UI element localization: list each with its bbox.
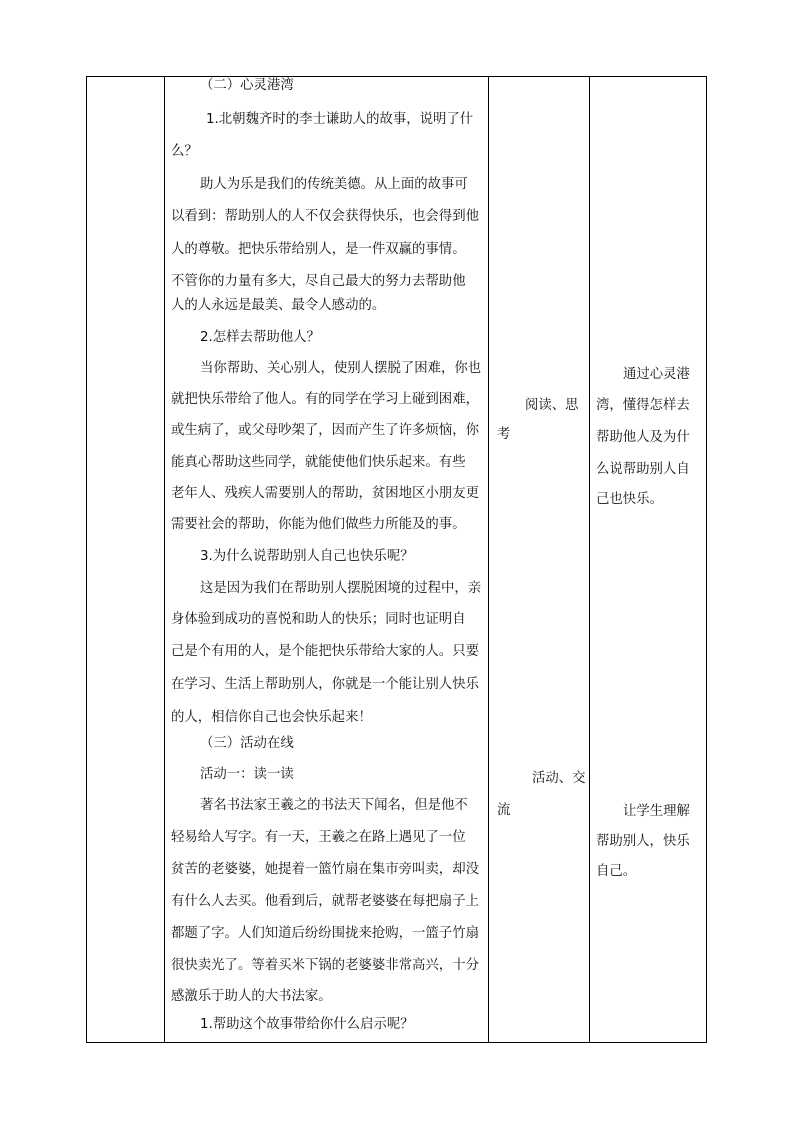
- intent-text: 帮助别人，快乐: [596, 834, 690, 849]
- paragraph-line: 就把快乐带给了他人。有的同学在学习上碰到困难，: [171, 392, 479, 407]
- column-divider-1: [164, 76, 165, 1043]
- paragraph-line: 这是因为我们在帮助别人摆脱困境的过程中，亲: [200, 581, 482, 596]
- intent-text: 么说帮助别人自: [596, 462, 690, 477]
- paragraph-line: 能真心帮助这些同学，就能使他们快乐起来。有些: [171, 455, 466, 470]
- question-line: 2.怎样去帮助他人？: [200, 330, 320, 345]
- activity-text: 阅读、思: [525, 398, 579, 413]
- section-heading: （二）心灵港湾: [200, 78, 294, 93]
- section-heading: （三）活动在线: [200, 736, 294, 751]
- paragraph-line: 轻易给人写字。有一天，王羲之在路上遇见了一位: [171, 830, 466, 845]
- table-left-border: [86, 76, 87, 1043]
- activity-text: 流: [497, 803, 511, 818]
- intent-text: 湾，懂得怎样去: [596, 398, 690, 413]
- paragraph-line: 有什么人去买。他看到后，就帮老婆婆在每把扇子上: [171, 894, 479, 909]
- intent-text: 己也快乐。: [596, 492, 663, 507]
- paragraph-line: 己是个有用的人，是个能把快乐带给大家的人。只要: [171, 644, 479, 659]
- question-line: 么？: [171, 144, 198, 159]
- paragraph-line: 都题了字。人们知道后纷纷围拢来抢购，一篮子竹扇: [171, 926, 479, 941]
- column-divider-3: [589, 76, 590, 1043]
- intent-text: 自己。: [596, 864, 637, 879]
- paragraph-line: 著名书法家王羲之的书法天下闻名，但是他不: [200, 798, 468, 813]
- paragraph-line: 人的人永远是最美、最令人感动的。: [171, 298, 386, 313]
- question-line: 3.为什么说帮助别人自己也快乐呢？: [200, 549, 414, 564]
- intent-text: 帮助他人及为什: [596, 430, 690, 445]
- paragraph-line: 或生病了，或父母吵架了，因而产生了许多烦恼，你: [171, 423, 479, 438]
- question-line: 1.帮助这个故事带给你什么启示呢？: [200, 1017, 414, 1032]
- paragraph-line: 贫苦的老婆婆，她提着一篮竹扇在集市旁叫卖，却没: [171, 862, 479, 877]
- lesson-content-column: [171, 76, 485, 1043]
- paragraph-line: 当你帮助、关心别人，使别人摆脱了困难，你也: [200, 361, 482, 376]
- column-divider-2: [488, 76, 489, 1043]
- activity-text: 考: [497, 427, 511, 442]
- paragraph-line: 身体验到成功的喜悦和助人的快乐；同时也证明自: [171, 612, 466, 627]
- intent-text: 通过心灵港: [623, 367, 690, 382]
- paragraph-line: 感激乐于助人的大书法家。: [171, 989, 332, 1004]
- paragraph-line: 老年人、残疾人需要别人的帮助，贫困地区小朋友更: [171, 486, 479, 501]
- activity-text: 活动、交: [532, 771, 586, 786]
- paragraph-line: 很快卖光了。等着买米下锅的老婆婆非常高兴，十分: [171, 958, 479, 973]
- intent-text: 让学生理解: [623, 804, 690, 819]
- paragraph-line: 的人，相信你自己也会快乐起来！: [171, 710, 372, 725]
- table-right-border: [706, 76, 707, 1043]
- paragraph-line: 人的尊敬。把快乐带给别人，是一件双赢的事情。: [171, 242, 466, 257]
- design-intent-column: [595, 76, 703, 1043]
- activity-heading: 活动一：读一读: [200, 767, 294, 782]
- paragraph-line: 助人为乐是我们的传统美德。从上面的故事可: [200, 177, 468, 192]
- question-line: 1.北朝魏齐时的李士谦助人的故事，说明了什: [206, 112, 474, 127]
- paragraph-line: 不管你的力量有多大，尽自己最大的努力去帮助他: [171, 274, 466, 289]
- paragraph-line: 需要社会的帮助，你能为他们做些力所能及的事。: [171, 517, 466, 532]
- student-activity-column: [494, 76, 586, 1043]
- paragraph-line: 在学习、生活上帮助别人，你就是一个能让别人快乐: [171, 677, 479, 692]
- paragraph-line: 以看到：帮助别人的人不仅会获得快乐，也会得到他: [171, 209, 479, 224]
